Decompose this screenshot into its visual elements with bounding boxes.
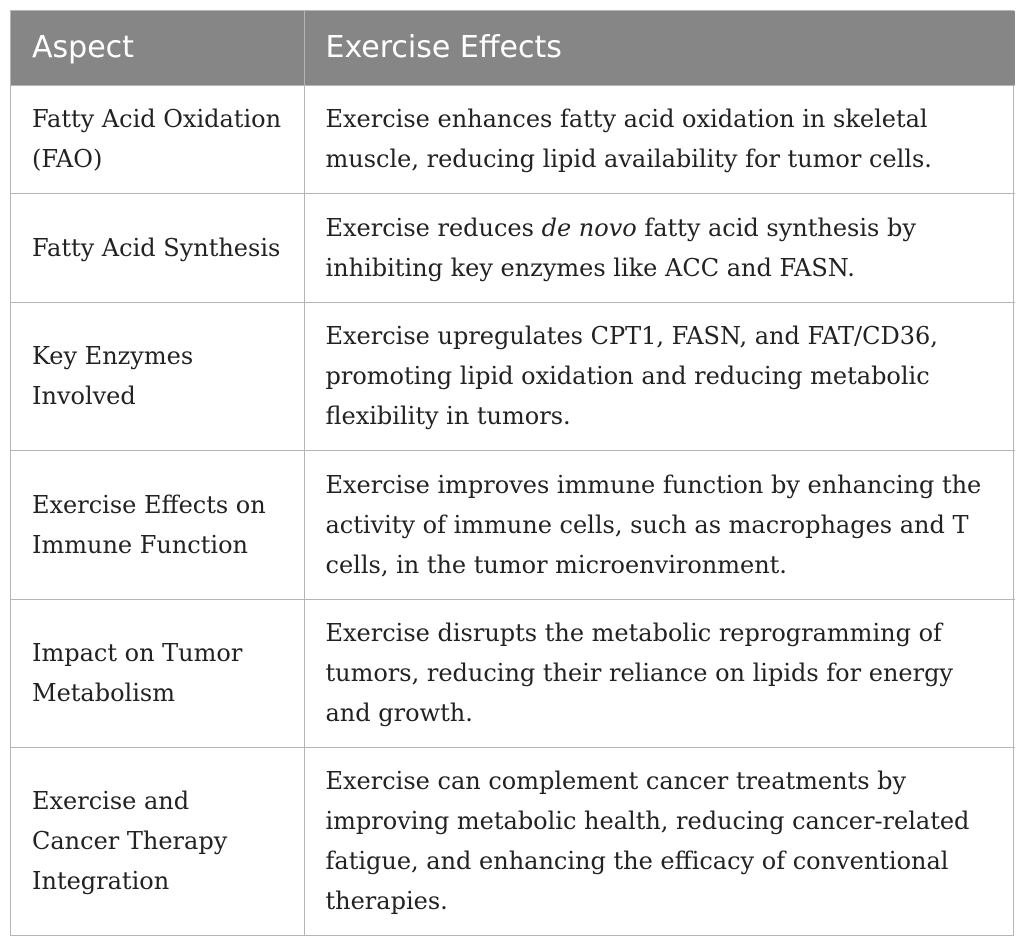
table — [11, 11, 1015, 935]
effect-cell: Exercise improves immune function by enhancing the activity of immune cells, such as macrophages and T cells, in the tumor microenvironment. — [304, 450, 1015, 599]
effect-cell — [304, 193, 1015, 302]
effect-cell: Exercise enhances fatty acid oxidation in skeletal muscle, reducing lipid availability for tumor cells. — [304, 85, 1015, 193]
table-row — [11, 747, 1015, 935]
table-header-row — [11, 11, 1015, 85]
column-header-aspect: Aspect — [11, 11, 304, 85]
table-row — [11, 450, 1015, 599]
aspect-cell: Fatty Acid Oxidation (FAO) — [11, 85, 304, 193]
effect-cell: Exercise upregulates CPT1, FASN, and FAT/CD36, promoting lipid oxidation and reducing metabolic flexibility in tumors. — [304, 302, 1015, 450]
effect-cell: Exercise disrupts the metabolic reprogramming of tumors, reducing their reliance on lipids for energy and growth. — [304, 599, 1015, 747]
effect-text: fatty acid synthesis by inhibiting key enzymes like ACC and FASN. — [325, 213, 916, 282]
aspect-cell: Fatty Acid Synthesis — [11, 193, 304, 302]
effect-italic-text: de novo — [541, 213, 637, 242]
exercise-effects-table — [10, 10, 1014, 936]
aspect-cell: Impact on Tumor Metabolism — [11, 599, 304, 747]
table-row — [11, 193, 1015, 302]
table-row — [11, 85, 1015, 193]
aspect-cell: Exercise Effects on Immune Function — [11, 450, 304, 599]
table-row — [11, 599, 1015, 747]
column-header-exercise-effects: Exercise Effects — [304, 11, 1015, 85]
effect-text: Exercise reduces — [325, 213, 542, 242]
aspect-cell: Key Enzymes Involved — [11, 302, 304, 450]
aspect-cell: Exercise and Cancer Therapy Integration — [11, 747, 304, 935]
table-row — [11, 302, 1015, 450]
effect-cell: Exercise can complement cancer treatments by improving metabolic health, reducing cancer-related fatigue, and enhancing the efficacy of conventional therapies. — [304, 747, 1015, 935]
